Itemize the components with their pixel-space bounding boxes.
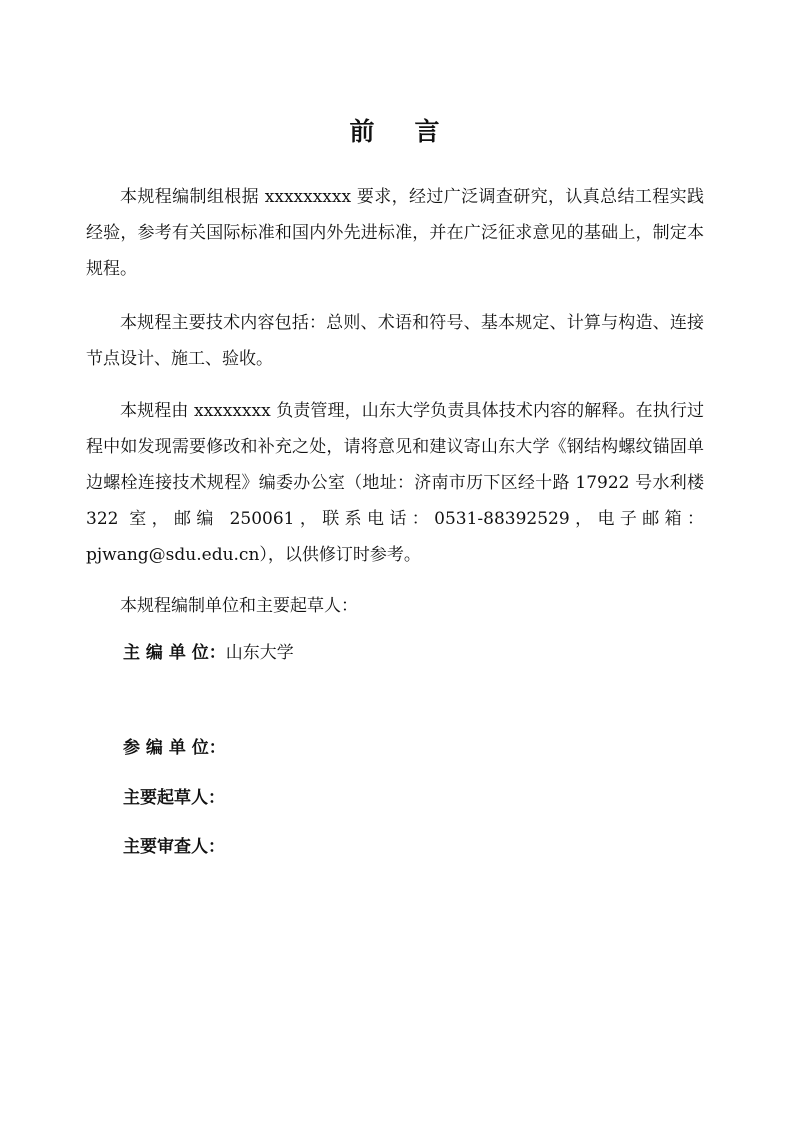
paragraph-1-block — [86, 179, 704, 287]
participating-unit-label: 参 编 单 位： — [123, 738, 226, 758]
participating-unit-field — [123, 733, 226, 763]
paragraph-2: 本规程主要技术内容包括：总则、术语和符号、基本规定、计算与构造、连接节点设计、施工、验收。 — [86, 313, 704, 369]
paragraph-1: 本规程编制组根据 xxxxxxxxx 要求，经过广泛调查研究，认真总结工程实践经验，参考有关国际标准和国内外先进标准，并在广泛征求意见的基础上，制定本规程。 — [86, 187, 704, 279]
page-title: 前言 — [349, 117, 480, 146]
paragraph-4: 本规程编制单位和主要起草人： — [120, 596, 358, 616]
chief-editor-unit-value: 山东大学 — [225, 643, 294, 663]
paragraph-4-block — [86, 588, 704, 624]
paragraph-2-block — [86, 305, 704, 377]
chief-editor-unit-field — [123, 638, 294, 668]
main-drafters-field — [123, 783, 225, 813]
paragraph-3: 本规程由 xxxxxxxx 负责管理，山东大学负责具体技术内容的解释。在执行过程中如发现需要修改和补充之处，请将意见和建议寄山东大学《钢结构螺纹锚固单边螺栓连接技术规程》编委办公室（地址：济南市历下区经十路 17922 号水利楼 322 室，邮编 250061，联系电话：0531-88392529，电子邮箱：pjwang@sdu.edu.cn），以供修订时参考。 — [86, 401, 704, 565]
main-reviewers-label: 主要审查人： — [123, 837, 225, 857]
main-reviewers-field — [123, 832, 225, 862]
chief-editor-unit-label: 主 编 单 位： — [123, 643, 226, 663]
main-drafters-label: 主要起草人： — [123, 788, 225, 808]
paragraph-3-block — [86, 393, 704, 573]
